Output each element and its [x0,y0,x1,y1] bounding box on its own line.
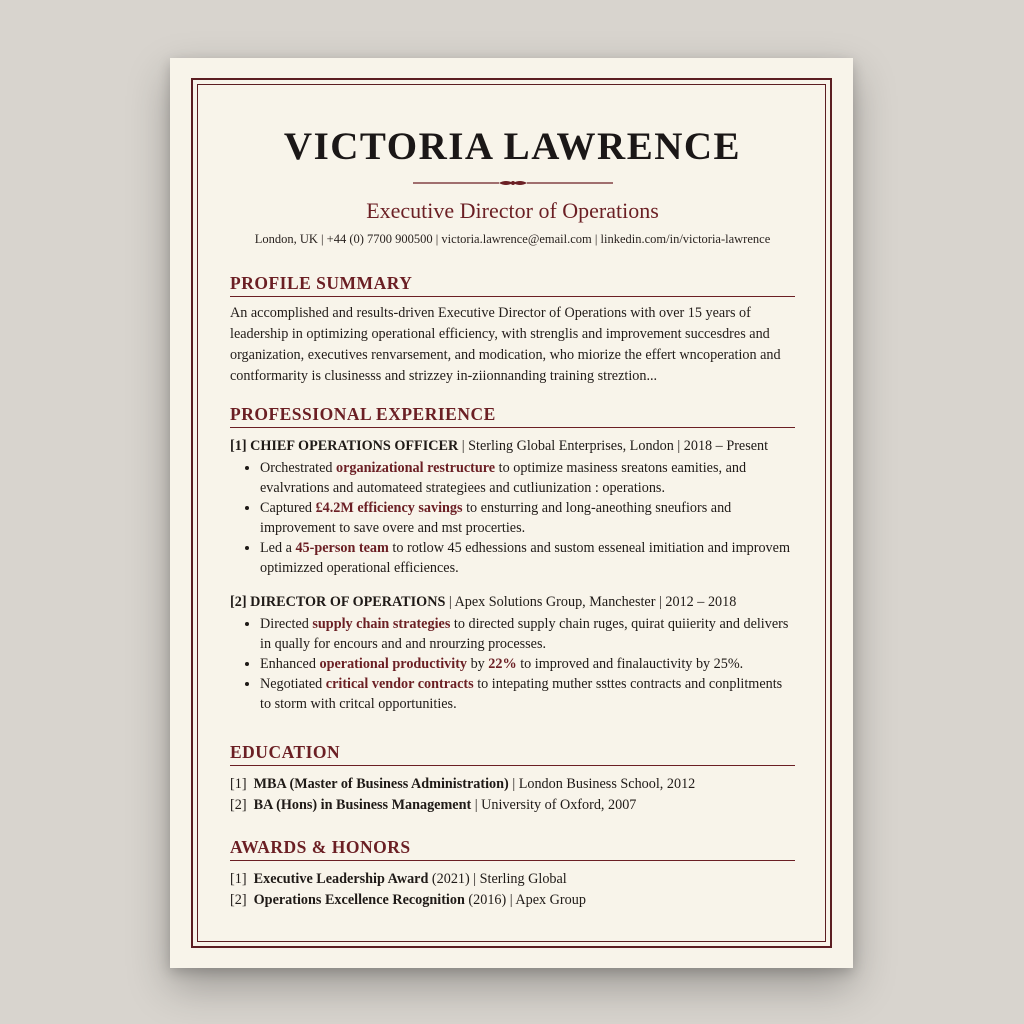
list-item: [2] Operations Excellence Recognition (2016) | Apex Group [230,892,586,908]
contact-line: London, UK | +44 (0) 7700 900500 | victoria.lawrence@email.com | linkedin.com/in/victoria-lawrence [254,232,771,246]
list-item: [2] BA (Hons) in Business Management | University of Oxford, 2007 [230,797,637,813]
job-heading [230,592,795,612]
list-item: • Captured £4.2M efficiency savings to ensturring and long-aneothing sneufiors and improvement to save overe and mst procerties. [260,498,795,538]
ornament-divider-icon [411,178,615,188]
list-item: • Orchestrated organizational restructure to optimize masiness sreatons eamities, and evalvrations and automateed strategiees and cutliunization : operations. [260,458,795,498]
job-role: CHIEF OPERATIONS OFFICER [250,438,459,454]
job-details: | Apex Solutions Group, Manchester | 2012 – 2018 [445,594,737,610]
resume-header [230,124,795,247]
job-title: Executive Director of Operations [366,198,659,223]
job-index: [2] [230,594,247,610]
list-item: • Enhanced operational productivity by 22% to improved and finalauctivity by 25%. [260,654,795,674]
experience-section [230,403,795,714]
list-item: [1] MBA (Master of Business Administration) | London Business School, 2012 [230,776,696,792]
job-index: [1] [230,438,247,454]
list-item: • Directed supply chain strategies to directed supply chain ruges, quirat quiierity and delivers in qually for encours and and nrourzing processes. [260,614,795,654]
job-role: DIRECTOR OF OPERATIONS [250,594,446,610]
list-item: [1] Executive Leadership Award (2021) | Sterling Global [230,871,567,887]
awards-section [230,836,795,911]
job-bullets [230,458,795,578]
education-section [230,741,795,816]
candidate-name: VICTORIA LAWRENCE [283,125,742,168]
job-details: | Sterling Global Enterprises, London | 2018 – Present [458,438,769,454]
resume-page [170,58,853,968]
profile-heading: PROFILE SUMMARY [230,272,795,297]
job-bullets [230,614,795,714]
experience-heading: PROFESSIONAL EXPERIENCE [230,403,795,428]
education-heading: EDUCATION [230,741,795,766]
profile-section [230,272,795,387]
job-heading [230,436,795,456]
awards-heading: AWARDS & HONORS [230,836,795,861]
profile-text: An accomplished and results-driven Executive Director of Operations with over 15 years of leadership in optimizing operational efficiency, with strenglis and improvement succesdres and organization, executives renvarsement, and modication, who miorize the effert wncoperation and contformarity is clusinesss and strizzey in-ziionnanding training streztion... [230,305,781,384]
list-item: • Led a 45-person team to rotlow 45 edhessions and sustom esseneal imitiation and improvem optimizzed operational efficiences. [260,538,795,578]
list-item: • Negotiated critical vendor contracts to intepating muther ssttes contracts and conplitments to storm with critcal opportunities. [260,674,795,714]
